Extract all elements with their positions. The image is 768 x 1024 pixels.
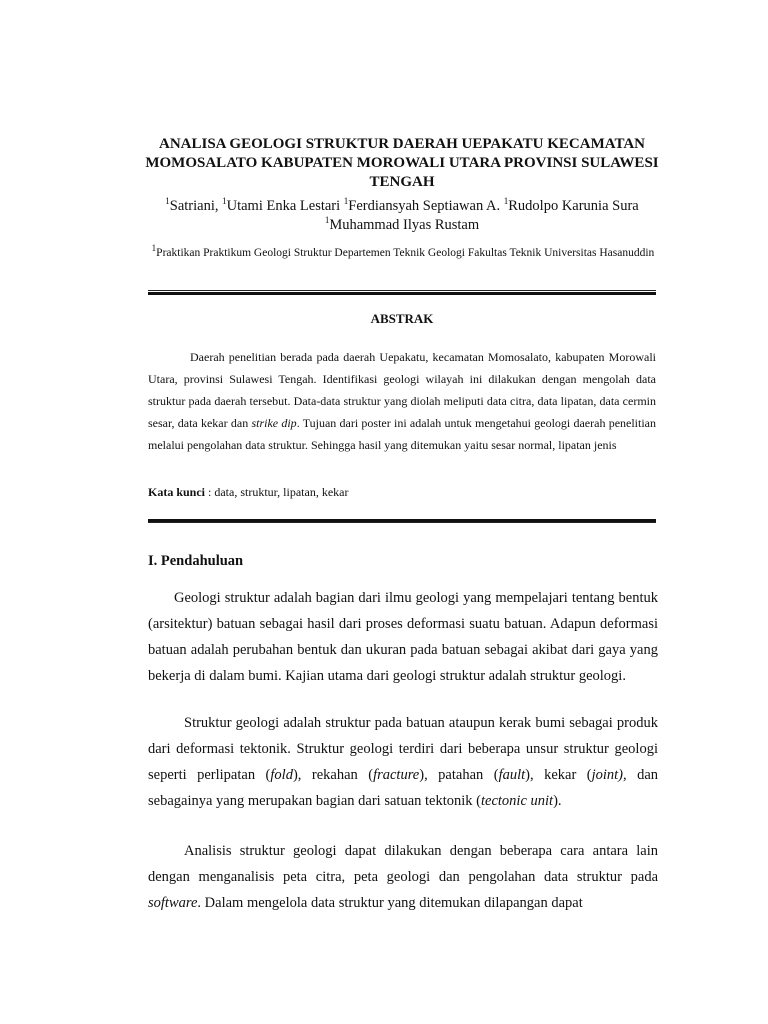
divider-bottom [148,518,656,523]
paper-title: ANALISA GEOLOGI STRUKTUR DAERAH UEPAKATU KECAMATAN MOMOSALATO KABUPATEN MOROWALI UTARA PROVINSI SULAWESI TENGAH [145,136,659,190]
divider-top [148,290,656,295]
author-list [120,197,684,235]
paragraph-2: Struktur geologi adalah struktur pada batuan ataupun kerak bumi sebagai produk dari deformasi tektonik. Struktur geologi terdiri dari beberapa unsur struktur geologi seperti perlipatan (fold), rekahan (fracture), patahan (fault), kekar (joint), dan sebagainya yang merupakan bagian dari satuan tektonik (tectonic unit). [148,715,659,809]
author-2: $^1$Utami Enka Lestari [222,196,344,214]
author-5: $^1$Muhammad Ilyas Rustam [324,215,480,233]
section-heading: I. Pendahuluan [148,553,244,569]
abstract-body: Daerah penelitian berada pada daerah Uepakatu, kecamatan Momosalato, kabupaten Morowali Utara, provinsi Sulawesi Tengah. Identifikasi geologi wilayah ini dilakukan dengan mengolah data struktur pada daerah tersebut. Data-data struktur yang diolah meliputi data citra, data lipatan, data cermin sesar, data kekar dan strike dip. Tujuan dari poster ini adalah untuk mengetahui geologi daerah penelitian melalui pengolahan data struktur. Sehingga hasil yang ditemukan yaitu sesar normal, lipatan jenis [148,350,657,452]
author-4: $^1$Rudolpo Karunia Sura [503,196,639,214]
affiliation: $^1$Praktikan Praktikum Geologi Struktur Departemen Teknik Geologi Fakultas Teknik Universitas Hasanuddin [151,243,655,259]
paragraph-3: Analisis struktur geologi dapat dilakukan dengan beberapa cara antara lain dengan menganalisis peta citra, peta geologi dan pengolahan data struktur pada software. Dalam mengelola data struktur yang ditemukan dilapangan dapat [148,843,658,911]
keywords-text: : data, struktur, lipatan, kekar [205,485,349,499]
keywords [148,485,656,500]
keywords-label: Kata kunci [148,485,206,499]
author-3: $^1$Ferdiansyah Septiawan A. [343,196,504,214]
author-1: $^1$Satriani, [165,196,223,214]
paragraph-1: Geologi struktur adalah bagian dari ilmu geologi yang mempelajari tentang bentuk (arsitektur) batuan sebagai hasil dari proses deformasi suatu batuan. Adapun deformasi batuan adalah perubahan bentuk dan ukuran pada batuan sebagai akibat dari gaya yang bekerja di dalam bumi. Kajian utama dari geologi struktur adalah struktur geologi. [148,590,658,684]
abstract-heading: ABSTRAK [370,311,434,326]
